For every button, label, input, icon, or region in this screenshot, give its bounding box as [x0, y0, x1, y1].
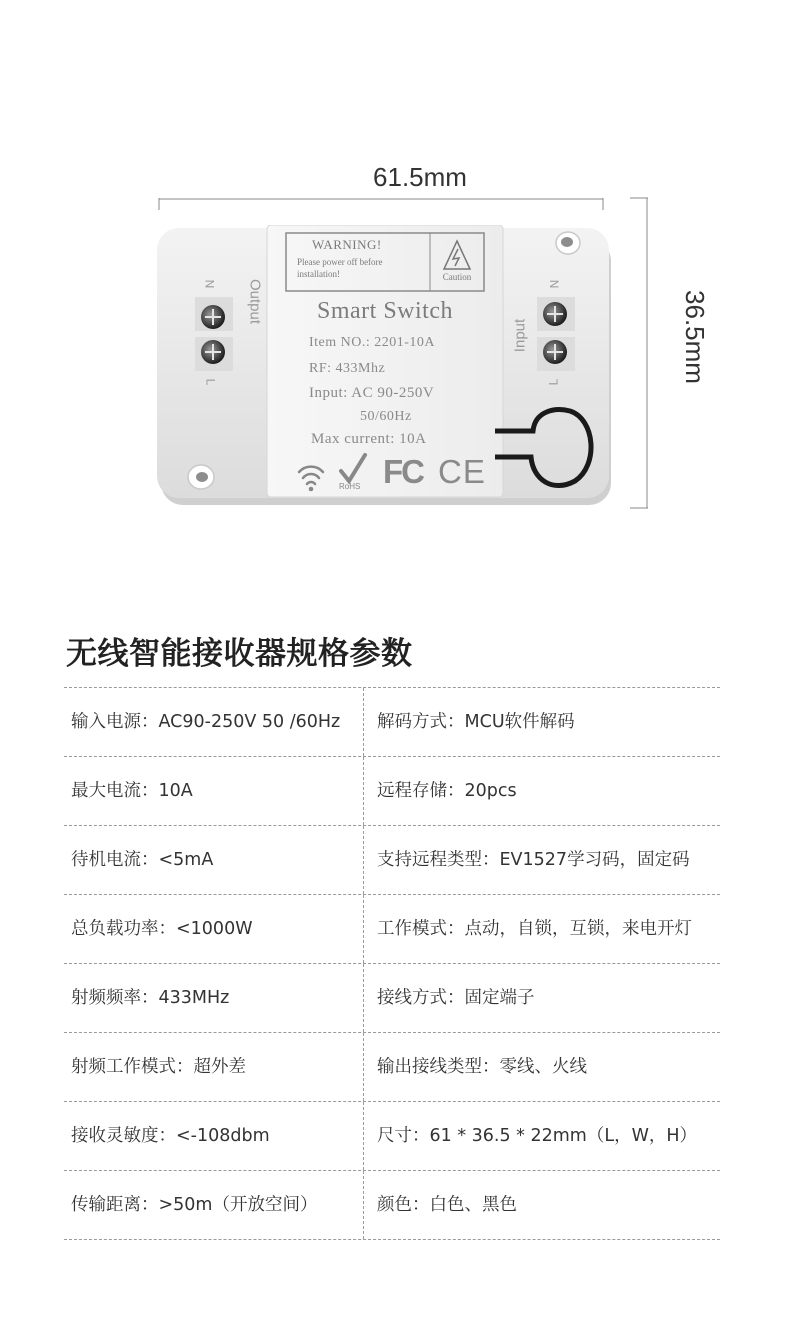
- smart-switch-device: [155, 225, 615, 505]
- output-label: Output: [246, 278, 264, 325]
- spec-size: 尺寸：61 * 36.5 * 22mm（L，W，H）: [377, 1126, 698, 1146]
- warning-line-2: installation!: [297, 269, 340, 279]
- spec-output-wiring: 输出接线类型：零线、火线: [377, 1057, 587, 1077]
- width-dimension-label: 61.5mm: [373, 162, 467, 192]
- height-dimension-label: 36.5mm: [680, 290, 710, 384]
- left-terminal-l-label: L: [203, 378, 218, 386]
- spec-row: [64, 687, 720, 756]
- input-label: Input: [511, 318, 529, 353]
- warning-line-1: Please power off before: [297, 257, 383, 267]
- product-name: Smart Switch: [317, 298, 453, 324]
- spec-work-mode: 工作模式：点动，自锁，互锁，来电开灯: [377, 919, 692, 939]
- spec-rf-frequency: 射频频率：433MHz: [71, 988, 230, 1008]
- spec-sensitivity: 接收灵敏度：<-108dbm: [71, 1126, 270, 1146]
- left-terminal-n-label: N: [202, 279, 217, 289]
- spec-remote-storage: 远程存储：20pcs: [377, 781, 517, 801]
- height-dimension-line: [620, 190, 660, 512]
- ce-mark: CE: [438, 453, 486, 490]
- width-dimension-line: [150, 190, 620, 220]
- max-current: Max current: 10A: [311, 431, 427, 447]
- rohs-label: RoHS: [339, 482, 361, 491]
- spec-remote-types: 支持远程类型：EV1527学习码，固定码: [377, 850, 690, 870]
- spec-row: [64, 756, 720, 825]
- spec-range: 传输距离：>50m（开放空间）: [71, 1195, 318, 1215]
- spec-max-current: 最大电流：10A: [71, 781, 193, 801]
- spec-row: [64, 1170, 720, 1240]
- spec-standby-current: 待机电流：<5mA: [71, 850, 214, 870]
- spec-row: [64, 1101, 720, 1170]
- spec-row: [64, 963, 720, 1032]
- spec-row: [64, 825, 720, 894]
- spec-input-power: 输入电源：AC90-250V 50 /60Hz: [71, 712, 341, 732]
- spec-row: [64, 1032, 720, 1101]
- spec-row: [64, 894, 720, 963]
- spec-rf-mode: 射频工作模式：超外差: [71, 1057, 246, 1077]
- warning-title: WARNING!: [312, 237, 382, 252]
- rf-frequency: RF: 433Mhz: [309, 361, 386, 376]
- caution-label: Caution: [442, 272, 472, 282]
- input-voltage: Input: AC 90-250V: [309, 385, 435, 401]
- spec-decode-method: 解码方式：MCU软件解码: [377, 712, 575, 732]
- item-number: Item NO.: 2201-10A: [309, 335, 436, 350]
- right-terminal-l-label: L: [546, 378, 561, 386]
- spec-color: 颜色：白色、黑色: [377, 1195, 517, 1215]
- spec-title: 无线智能接收器规格参数: [66, 636, 413, 672]
- fc-mark: FC: [383, 453, 423, 490]
- spec-wiring-method: 接线方式：固定端子: [377, 988, 535, 1008]
- input-frequency: 50/60Hz: [360, 409, 412, 424]
- right-terminal-n-label: N: [547, 279, 562, 289]
- spec-table: [64, 687, 720, 1240]
- spec-total-load: 总负载功率：<1000W: [71, 919, 253, 939]
